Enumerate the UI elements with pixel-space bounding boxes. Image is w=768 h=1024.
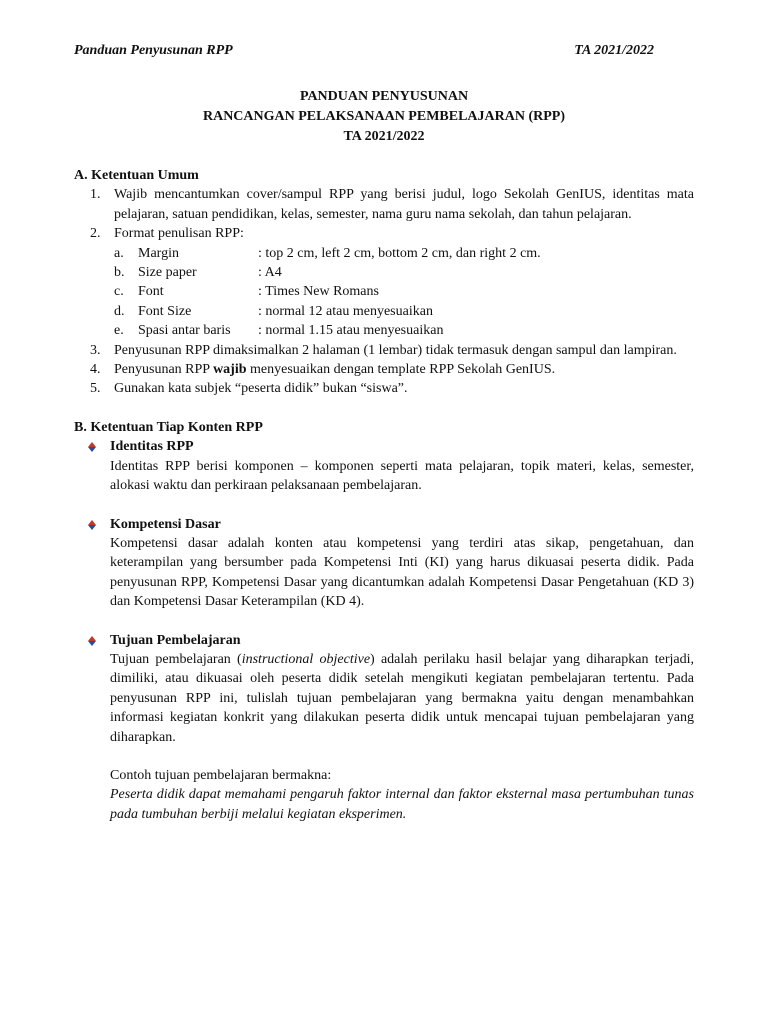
- document-body: [74, 166, 694, 824]
- format-list: [114, 244, 694, 341]
- list-number: 5.: [90, 381, 101, 397]
- spacer: [110, 747, 694, 766]
- format-key: Margin: [138, 245, 179, 261]
- format-letter: c.: [114, 284, 124, 300]
- header-left: Panduan Penyusunan RPP: [74, 43, 233, 58]
- tujuan-text-post: ) adalah perilaku hasil belajar yang diharapkan terjadi, dimiliki, atau dikuasai oleh peserta didik setelah mengikuti kegiatan pembelajaran tertentu. Pada penyusunan RPP ini, tulislah tujuan pembelajaran yang bermakna yaitu dengan menambahkan informasi kegiatan konkrit yang dilakukan peserta didik untuk mencapai tujuan pembelajaran yang diharapkan.: [110, 651, 694, 745]
- format-row: [114, 302, 694, 321]
- list-item: [74, 360, 694, 379]
- example-label: Contoh tujuan pembelajaran bermakna:: [110, 767, 332, 783]
- list-item: [74, 224, 694, 340]
- format-value: : A4: [258, 265, 282, 281]
- spacer: [74, 496, 694, 515]
- format-value: : top 2 cm, left 2 cm, bottom 2 cm, dan right 2 cm.: [258, 245, 541, 261]
- format-letter: a.: [114, 245, 124, 261]
- section-a-list: [74, 185, 694, 398]
- format-row: [114, 321, 694, 340]
- format-row: [114, 263, 694, 282]
- bullet-identitas: [74, 437, 694, 495]
- format-row: [114, 282, 694, 301]
- list-item: [74, 341, 694, 360]
- running-header: [74, 43, 654, 59]
- list-number: 2.: [90, 226, 101, 242]
- title-line-2: RANCANGAN PELAKSANAAN PEMBELAJARAN (RPP): [202, 109, 566, 124]
- arrow-bullet-icon: [86, 441, 98, 453]
- list-number: 3.: [90, 342, 101, 358]
- tujuan-text-italic: instructional objective: [241, 651, 371, 667]
- bullet-kompetensi: [74, 515, 694, 612]
- tujuan-text-pre: Tujuan pembelajaran (: [110, 651, 242, 667]
- section-gap: [74, 399, 694, 418]
- format-key: Spasi antar baris: [138, 323, 231, 339]
- arrow-bullet-icon: [86, 519, 98, 531]
- bullet-text: Identitas RPP berisi komponen – komponen seperti mata pelajaran, topik materi, kelas, semester, alokasi waktu dan perkiraan pelaksanaan pembelajaran.: [110, 458, 694, 494]
- list-text: Gunakan kata subjek “peserta didik” bukan “siswa”.: [114, 381, 408, 397]
- format-value: : Times New Romans: [258, 284, 379, 300]
- format-key: Size paper: [138, 265, 197, 281]
- format-value: : normal 12 atau menyesuaikan: [258, 303, 433, 319]
- list-text: Format penulisan RPP:: [114, 226, 244, 242]
- title-line-3: TA 2021/2022: [343, 129, 425, 144]
- format-key: Font: [138, 284, 164, 300]
- list-text: Penyusunan RPP dimaksimalkan 2 halaman (1 lembar) tidak termasuk dengan sampul dan lampiran.: [114, 342, 677, 358]
- format-value: : normal 1.15 atau menyesuaikan: [258, 323, 444, 339]
- list-item: [74, 185, 694, 224]
- list-number: 1.: [90, 187, 101, 203]
- section-a-heading: A. Ketentuan Umum: [74, 168, 199, 183]
- bullet-title: Identitas RPP: [110, 439, 194, 455]
- format-letter: b.: [114, 265, 125, 281]
- format-letter: e.: [114, 323, 124, 339]
- section-b-heading: B. Ketentuan Tiap Konten RPP: [74, 419, 263, 435]
- bullet-title: Kompetensi Dasar: [110, 516, 221, 532]
- header-right: TA 2021/2022: [574, 43, 654, 58]
- list-number: 4.: [90, 362, 101, 378]
- bullet-tujuan: [74, 631, 694, 825]
- format-key: Font Size: [138, 303, 192, 319]
- example-text: Peserta didik dapat memahami pengaruh faktor internal dan faktor eksternal masa pertumbuhan tunas pada tumbuhan berbiji melalui kegiatan eksperimen.: [110, 787, 694, 822]
- spacer: [74, 612, 694, 631]
- list-text: Wajib mencantumkan cover/sampul RPP yang berisi judul, logo Sekolah GenIUS, identitas mata pelajaran, satuan pendidikan, kelas, semester, nama guru nama sekolah, dan tahun pelajaran.: [114, 187, 694, 222]
- format-row: [114, 244, 694, 263]
- format-letter: d.: [114, 303, 125, 319]
- title-line-1: PANDUAN PENYUSUNAN: [299, 89, 469, 104]
- bullet-title: Tujuan Pembelajaran: [110, 632, 241, 648]
- arrow-bullet-icon: [86, 635, 98, 647]
- list-item: [74, 379, 694, 398]
- bullet-text: Kompetensi dasar adalah konten atau kompetensi yang terdiri atas sikap, pengetahuan, dan keterampilan yang bersumber pada Kompetensi Inti (KI) yang harus dikuasai peserta didik. Pada penyusunan RPP, Kompetensi Dasar yang dicantumkan adalah Kompetensi Dasar Pengetahuan (KD 3) dan Kompetensi Dasar Keterampilan (KD 4).: [110, 535, 694, 610]
- list-text-bold: wajib: [213, 362, 247, 378]
- document-title: [0, 87, 768, 147]
- list-text-post: menyesuaikan dengan template RPP Sekolah GenIUS.: [246, 362, 556, 378]
- bullet-text: [110, 650, 694, 747]
- list-text-pre: Penyusunan RPP: [114, 362, 214, 378]
